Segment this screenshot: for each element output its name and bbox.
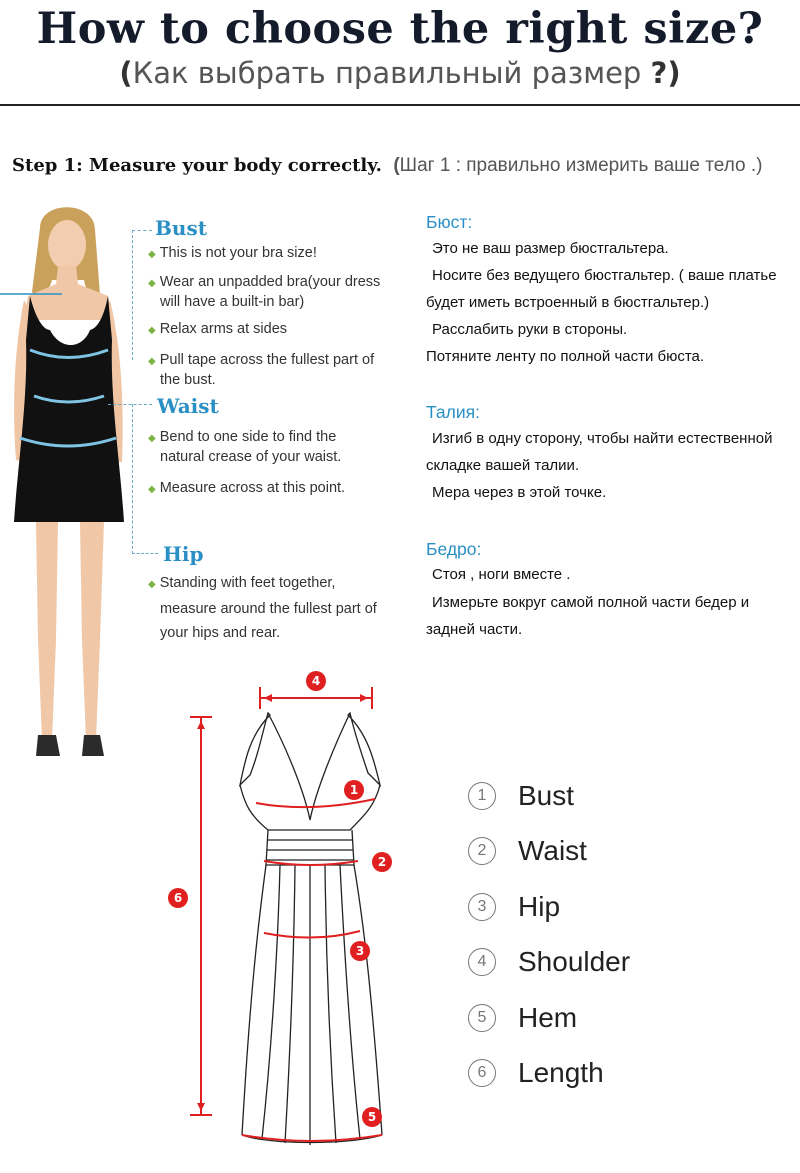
ru-bust-line: будет иметь встроенный в бюстгальтер.)	[426, 294, 710, 311]
diagram-marker-5: 5	[367, 1110, 377, 1124]
hip-connector-top	[132, 553, 158, 554]
bust-item: ◆ This is not your bra size!	[148, 245, 317, 261]
model-photo	[0, 200, 140, 770]
ru-hip-line: Измерьте вокруг самой полной части бедер и	[432, 594, 750, 611]
diagram-marker-6: 6	[173, 891, 183, 905]
legend-label: Length	[518, 1057, 604, 1088]
bust-connector	[132, 230, 133, 360]
diagram-marker-4: 4	[311, 674, 321, 688]
legend-item-length	[468, 1053, 604, 1093]
ru-hip-title: Бедро:	[426, 539, 482, 559]
waist-item: ◆ Measure across at this point.	[148, 480, 346, 496]
bust-connector-top	[132, 230, 152, 231]
legend-item-waist	[468, 831, 587, 871]
bust-item: ◆ Pull tape across the fullest part of the bust.	[148, 352, 375, 388]
hip-title: Hip	[163, 542, 204, 566]
legend-number: 2	[468, 837, 496, 865]
ru-bust-line: Потяните ленту по полной части бюста.	[426, 348, 705, 365]
legend-item-bust	[468, 776, 574, 816]
dress-diagram	[150, 665, 410, 1165]
hip-item: ◆ Standing with feet together, measure around the fullest part of your hips and rear.	[148, 575, 377, 641]
legend-label: Shoulder	[518, 946, 631, 977]
ru-hip-line: Стоя , ноги вместе .	[432, 566, 571, 583]
waist-item: ◆ Bend to one side to find the natural crease of your waist.	[148, 429, 342, 465]
diagram-marker-1: 1	[349, 783, 359, 797]
page-subtitle: (Как выбрать правильный размер ?)	[119, 56, 681, 90]
title-divider	[0, 104, 800, 106]
diagram-marker-3: 3	[355, 944, 365, 958]
ru-bust-line: Расслабить руки в стороны.	[432, 321, 628, 338]
ru-waist-line: Изгиб в одну сторону, чтобы найти естественной	[432, 430, 773, 447]
ru-bust-title: Бюст:	[426, 212, 473, 232]
waist-connector	[132, 404, 133, 554]
legend-item-hem	[468, 998, 577, 1038]
bust-title: Bust	[155, 216, 207, 240]
bust-item: ◆ Relax arms at sides	[148, 321, 288, 337]
ru-waist-line: складке вашей талии.	[426, 457, 580, 474]
legend-label: Waist	[518, 835, 587, 866]
ru-waist-line: Мера через в этой точке.	[432, 484, 607, 501]
legend-number: 3	[468, 893, 496, 921]
legend-item-shoulder	[468, 942, 630, 982]
ru-hip-line: задней части.	[426, 621, 523, 638]
diagram-marker-2: 2	[377, 855, 387, 869]
waist-connector-top	[108, 404, 152, 405]
ru-bust-line: Носите без ведущего бюстгальтер. ( ваше платье	[432, 267, 777, 284]
legend-label: Hem	[518, 1002, 578, 1033]
legend-number: 4	[468, 948, 496, 976]
legend-item-hip	[468, 887, 560, 927]
ru-waist-title: Талия:	[426, 402, 480, 422]
legend-number: 6	[468, 1059, 496, 1087]
legend-number: 5	[468, 1004, 496, 1032]
legend-label: Hip	[518, 891, 561, 922]
ru-bust-line: Это не ваш размер бюстгальтера.	[432, 240, 669, 257]
step-heading: Step 1: Measure your body correctly. (Шаг 1 : правильно измерить ваше тело .)	[12, 155, 763, 176]
legend-number: 1	[468, 782, 496, 810]
waist-title: Waist	[157, 394, 219, 418]
legend-label: Bust	[518, 780, 575, 811]
page-title: How to choose the right size?	[36, 4, 764, 54]
bust-item: ◆ Wear an unpadded bra(your dress will have a built-in bar)	[148, 274, 381, 310]
